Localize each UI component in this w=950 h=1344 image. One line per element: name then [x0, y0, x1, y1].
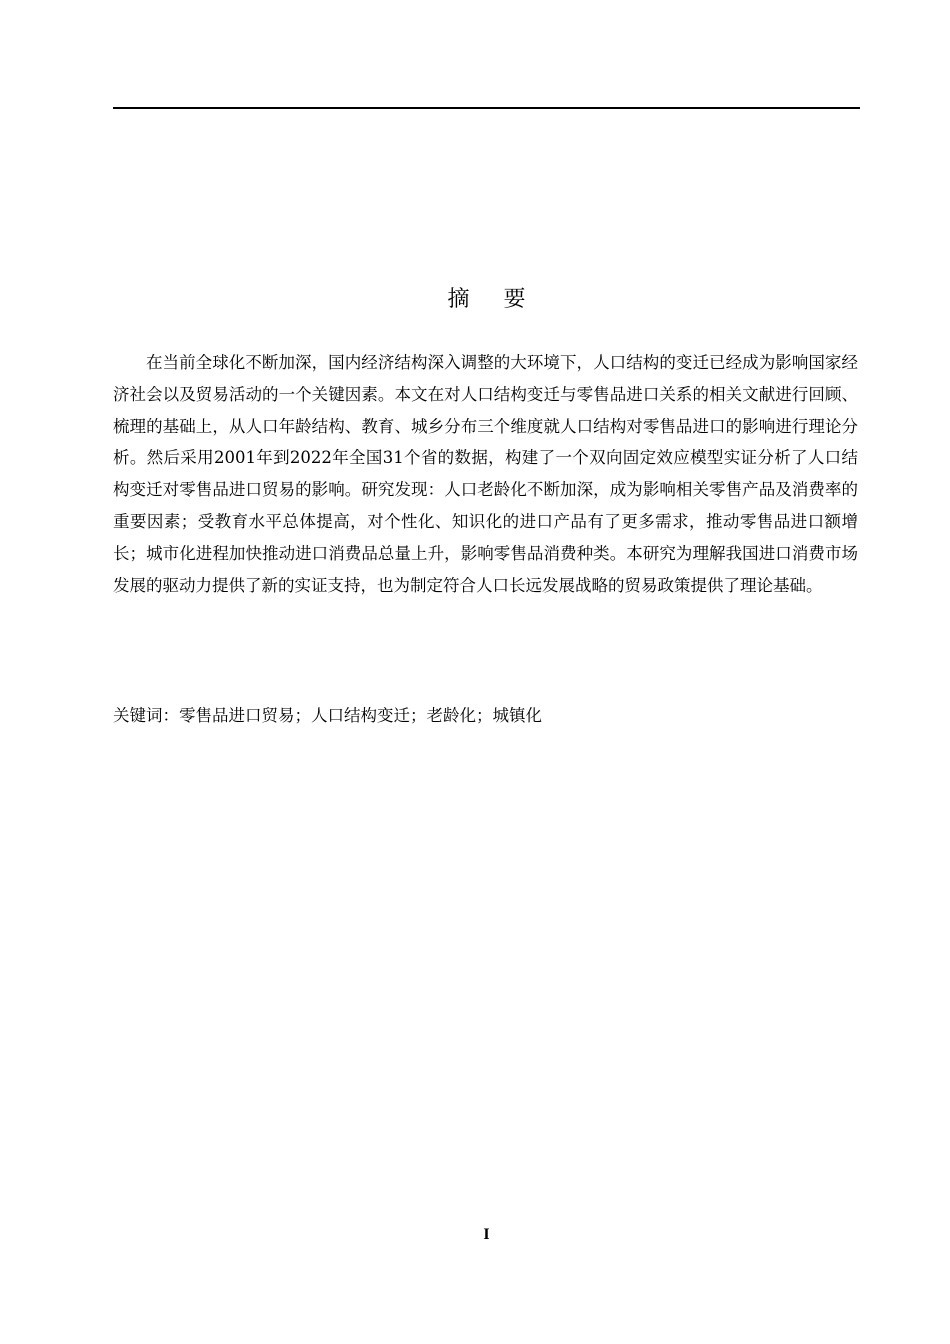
- abstract-text: 在当前全球化不断加深，国内经济结构深入调整的大环境下，人口结构的变迁已经成为影响国家经济社会以及贸易活动的一个关键因素。本文在对人口结构变迁与零售品进口关系的相关文献进行回顾、梳理的基础上，从人口年龄结构、教育、城乡分布三个维度就人口结构对零售品进口的影响进行理论分析。然后采用2001年到2022年全国31个省的数据，构建了一个双向固定效应模型实证分析了人口结构变迁对零售品进口贸易的影响。研究发现：人口老龄化不断加深，成为影响相关零售产品及消费率的重要因素；受教育水平总体提高，对个性化、知识化的进口产品有了更多需求，推动零售品进口额增长；城市化进程加快推动进口消费品总量上升，影响零售品消费种类。本研究为理解我国进口消费市场发展的驱动力提供了新的实证支持，也为制定符合人口长远发展战略的贸易政策提供了理论基础。: [113, 353, 858, 595]
- page-number: I: [483, 1226, 490, 1243]
- abstract-title: 摘要: [447, 287, 560, 312]
- keywords-line: [113, 700, 858, 732]
- keywords-label: 关键词：: [113, 706, 179, 725]
- header-rule: [113, 107, 860, 109]
- keywords-text: 零售品进口贸易；人口结构变迁；老龄化；城镇化: [179, 706, 542, 725]
